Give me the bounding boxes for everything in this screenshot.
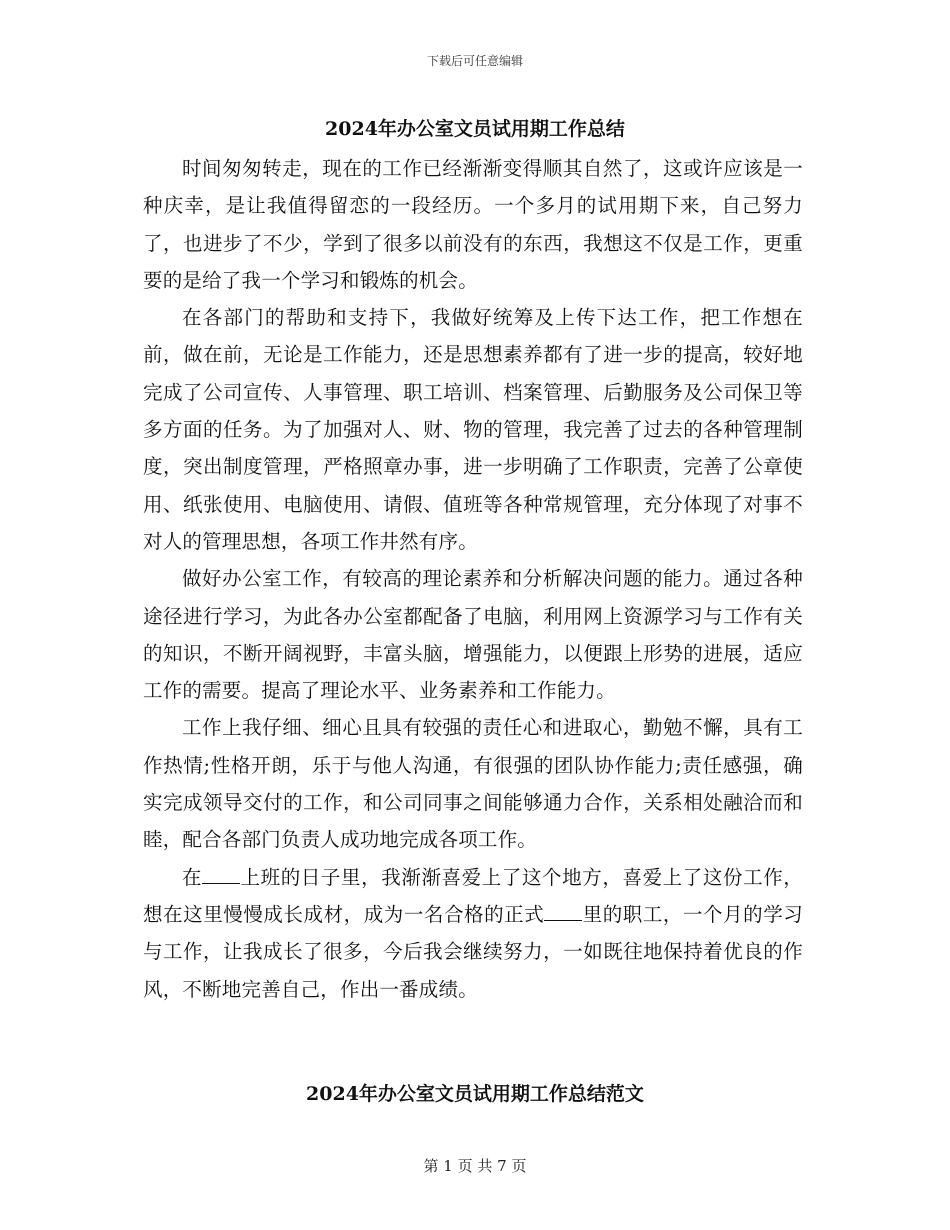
body-paragraph: 做好办公室工作，有较高的理论素养和分析解决问题的能力。通过各种途径进行学习，为此各办公室都配备了电脑，利用网上资源学习与工作有关的知识，不断开阔视野，丰富头脑，增强能力，以便跟上形势的进展，适应工作的需要。提高了理论水平、业务素养和工作能力。 [143,567,803,703]
next-section-title: 2024年办公室文员试用期工作总结范文 [306,1083,644,1105]
page-number: 第 1 页 共 7 页 [423,1157,527,1175]
body-paragraph: 工作上我仔细、细心且具有较强的责任心和进取心，勤勉不懈，具有工作热情;性格开朗，乐于与他人沟通，有很强的团队协作能力;责任感强，确实完成领导交付的工作，和公司同事之间能够通力合作，关系相处融洽而和睦，配合各部门负责人成功地完成各项工作。 [143,716,803,852]
paragraph-text-segment: 在 [182,865,203,889]
fill-in-blank [544,902,582,921]
document-title: 2024年办公室文员试用期工作总结 [325,118,625,140]
paragraph-text-segment: 上班的日子里，我渐渐喜爱上了这个地方，喜爱上了这份工作，想在这里慢慢成长成材，成为一名合格的正式 [143,865,803,926]
body-paragraph: 在各部门的帮助和支持下，我做好统筹及上传下达工作，把工作想在前，做在前，无论是工作能力，还是思想素养都有了进一步的提高，较好地完成了公司宣传、人事管理、职工培训、档案管理、后勤服务及公司保卫等多方面的任务。为了加强对人、财、物的管理，我完善了过去的各种管理制度，突出制度管理，严格照章办事，进一步明确了工作职责，完善了公章使用、纸张使用、电脑使用、请假、值班等各种常规管理，充分体现了对事不对人的管理思想，各项工作井然有序。 [143,306,803,553]
document-body [143,150,803,1008]
body-paragraph-last [143,859,803,1008]
paragraph-text-segment: 里的职工，一个月的学习与工作，让我成长了很多，今后我会继续努力，一如既往地保持着优良的作风，不断地完善自己，作出一番成绩。 [143,902,803,1001]
page-header-note: 下载后可任意编辑 [426,54,523,68]
fill-in-blank [202,865,240,884]
body-paragraph: 时间匆匆转走，现在的工作已经渐渐变得顺其自然了，这或许应该是一种庆幸，是让我值得留恋的一段经历。一个多月的试用期下来，自己努力了，也进步了不少，学到了很多以前没有的东西，我想这不仅是工作，更重要的是给了我一个学习和锻炼的机会。 [143,157,803,292]
